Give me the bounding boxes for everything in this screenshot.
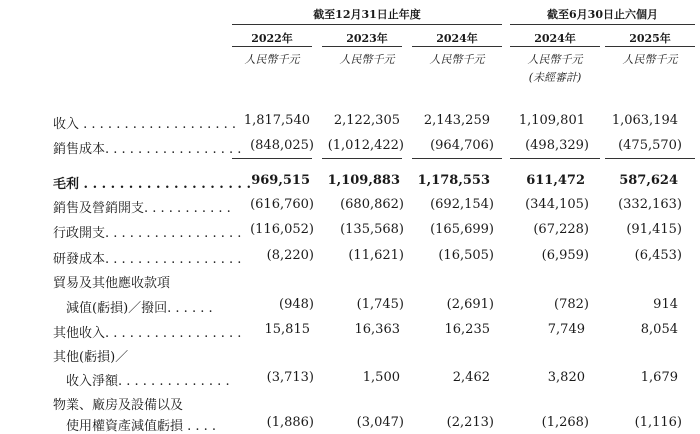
row-label-trade-receivables-impairment-cont: 減值(虧損)／撥回. . . . . . (66, 301, 213, 316)
cell-value: 8,054 (640, 322, 678, 337)
cell-value: (1,745) (356, 297, 404, 312)
cell-value: (680,862) (340, 197, 404, 212)
cell-value: (6,959) (541, 248, 589, 263)
cell-value: 969,515 (251, 173, 310, 188)
cell-value: (848,025) (250, 138, 314, 153)
cell-value: (964,706) (430, 138, 494, 153)
year-header-2023: 2023年 (346, 32, 388, 45)
subtotal-rule (605, 158, 695, 159)
cell-value: (616,760) (250, 197, 314, 212)
cell-value: (135,568) (340, 222, 404, 237)
row-label-other-net-cont: 收入淨額. . . . . . . . . . . . . . (66, 374, 230, 389)
cell-value: 587,624 (619, 173, 678, 188)
row-label-other-net: 其他(虧損)／ (53, 350, 129, 365)
cell-value: (1,268) (541, 415, 589, 430)
cell-value: 7,749 (547, 322, 585, 337)
cell-value: 16,235 (444, 322, 490, 337)
cell-value: (3,713) (266, 370, 314, 385)
year-rule (412, 46, 502, 47)
cell-value: (3,047) (356, 415, 404, 430)
cell-value: 1,679 (640, 370, 678, 385)
unit-label: 人民幣千元 (429, 53, 485, 66)
unit-label: 人民幣千元 (244, 53, 300, 66)
year-header-2024-h1: 2024年 (534, 32, 576, 45)
half-year-group-rule (510, 24, 695, 25)
cell-value: 1,063,194 (611, 113, 678, 128)
row-label-rnd-costs: 研發成本. . . . . . . . . . . . . . . . . (53, 252, 242, 267)
cell-value: 3,820 (547, 370, 585, 385)
unaudited-note: (未經審計) (528, 71, 582, 84)
cell-value: (344,105) (525, 197, 589, 212)
row-label-admin-expenses: 行政開支. . . . . . . . . . . . . . . . . (53, 226, 242, 241)
row-label-cost-of-sales: 銷售成本. . . . . . . . . . . . . . . . . (53, 142, 242, 157)
cell-value: 1,178,553 (417, 173, 490, 188)
cell-value: (2,213) (446, 415, 494, 430)
subtotal-rule (232, 158, 312, 159)
row-label-ppe-impairment-cont: 使用權資產減值虧損 . . . . (66, 419, 217, 434)
cell-value: (948) (279, 297, 314, 312)
cell-value: (1,116) (634, 415, 682, 430)
year-rule (232, 46, 312, 47)
row-label-ppe-impairment: 物業、廠房及設備以及 (53, 398, 184, 413)
cell-value: 914 (653, 297, 678, 312)
row-label-gross-profit: 毛利 . . . . . . . . . . . . . . . . . . . (53, 177, 251, 192)
cell-value: 2,122,305 (333, 113, 400, 128)
cell-value: (332,163) (618, 197, 682, 212)
cell-value: (782) (554, 297, 589, 312)
fiscal-year-group-header: 截至12月31日止年度 (313, 8, 421, 21)
unit-label: 人民幣千元 (339, 53, 395, 66)
cell-value: 1,500 (362, 370, 400, 385)
subtotal-rule (322, 158, 402, 159)
cell-value: (475,570) (618, 138, 682, 153)
year-header-2022: 2022年 (251, 32, 293, 45)
cell-value: (8,220) (266, 248, 314, 263)
subtotal-rule (510, 158, 600, 159)
cell-value: (91,415) (626, 222, 682, 237)
row-label-trade-receivables-impairment: 貿易及其他應收款項 (53, 276, 171, 291)
year-header-2024: 2024年 (436, 32, 478, 45)
row-label-revenue: 收入 . . . . . . . . . . . . . . . . . . . (53, 117, 237, 132)
cell-value: (6,453) (634, 248, 682, 263)
cell-value: 1,109,801 (518, 113, 585, 128)
cell-value: (692,154) (430, 197, 494, 212)
half-year-group-header: 截至6月30日止六個月 (547, 8, 658, 21)
year-rule (322, 46, 402, 47)
cell-value: (1,886) (266, 415, 314, 430)
unit-label: 人民幣千元 (527, 53, 583, 66)
cell-value: 16,363 (354, 322, 400, 337)
year-rule (510, 46, 600, 47)
cell-value: (16,505) (438, 248, 494, 263)
year-header-2025-h1: 2025年 (629, 32, 671, 45)
cell-value: 2,462 (452, 370, 490, 385)
cell-value: 1,817,540 (243, 113, 310, 128)
cell-value: (2,691) (446, 297, 494, 312)
cell-value: (116,052) (250, 222, 314, 237)
row-label-other-income: 其他收入. . . . . . . . . . . . . . . . . (53, 326, 242, 341)
cell-value: (165,699) (430, 222, 494, 237)
unit-label: 人民幣千元 (622, 53, 678, 66)
cell-value: (1,012,422) (327, 138, 404, 153)
cell-value: 611,472 (526, 173, 585, 188)
cell-value: 2,143,259 (423, 113, 490, 128)
cell-value: 1,109,883 (327, 173, 400, 188)
subtotal-rule (412, 158, 502, 159)
cell-value: (67,228) (533, 222, 589, 237)
cell-value: (11,621) (348, 248, 404, 263)
fiscal-year-group-rule (232, 24, 502, 25)
row-label-selling-expenses: 銷售及營銷開支. . . . . . . . . . . (53, 201, 231, 216)
year-rule (605, 46, 695, 47)
cell-value: (498,329) (525, 138, 589, 153)
cell-value: 15,815 (264, 322, 310, 337)
